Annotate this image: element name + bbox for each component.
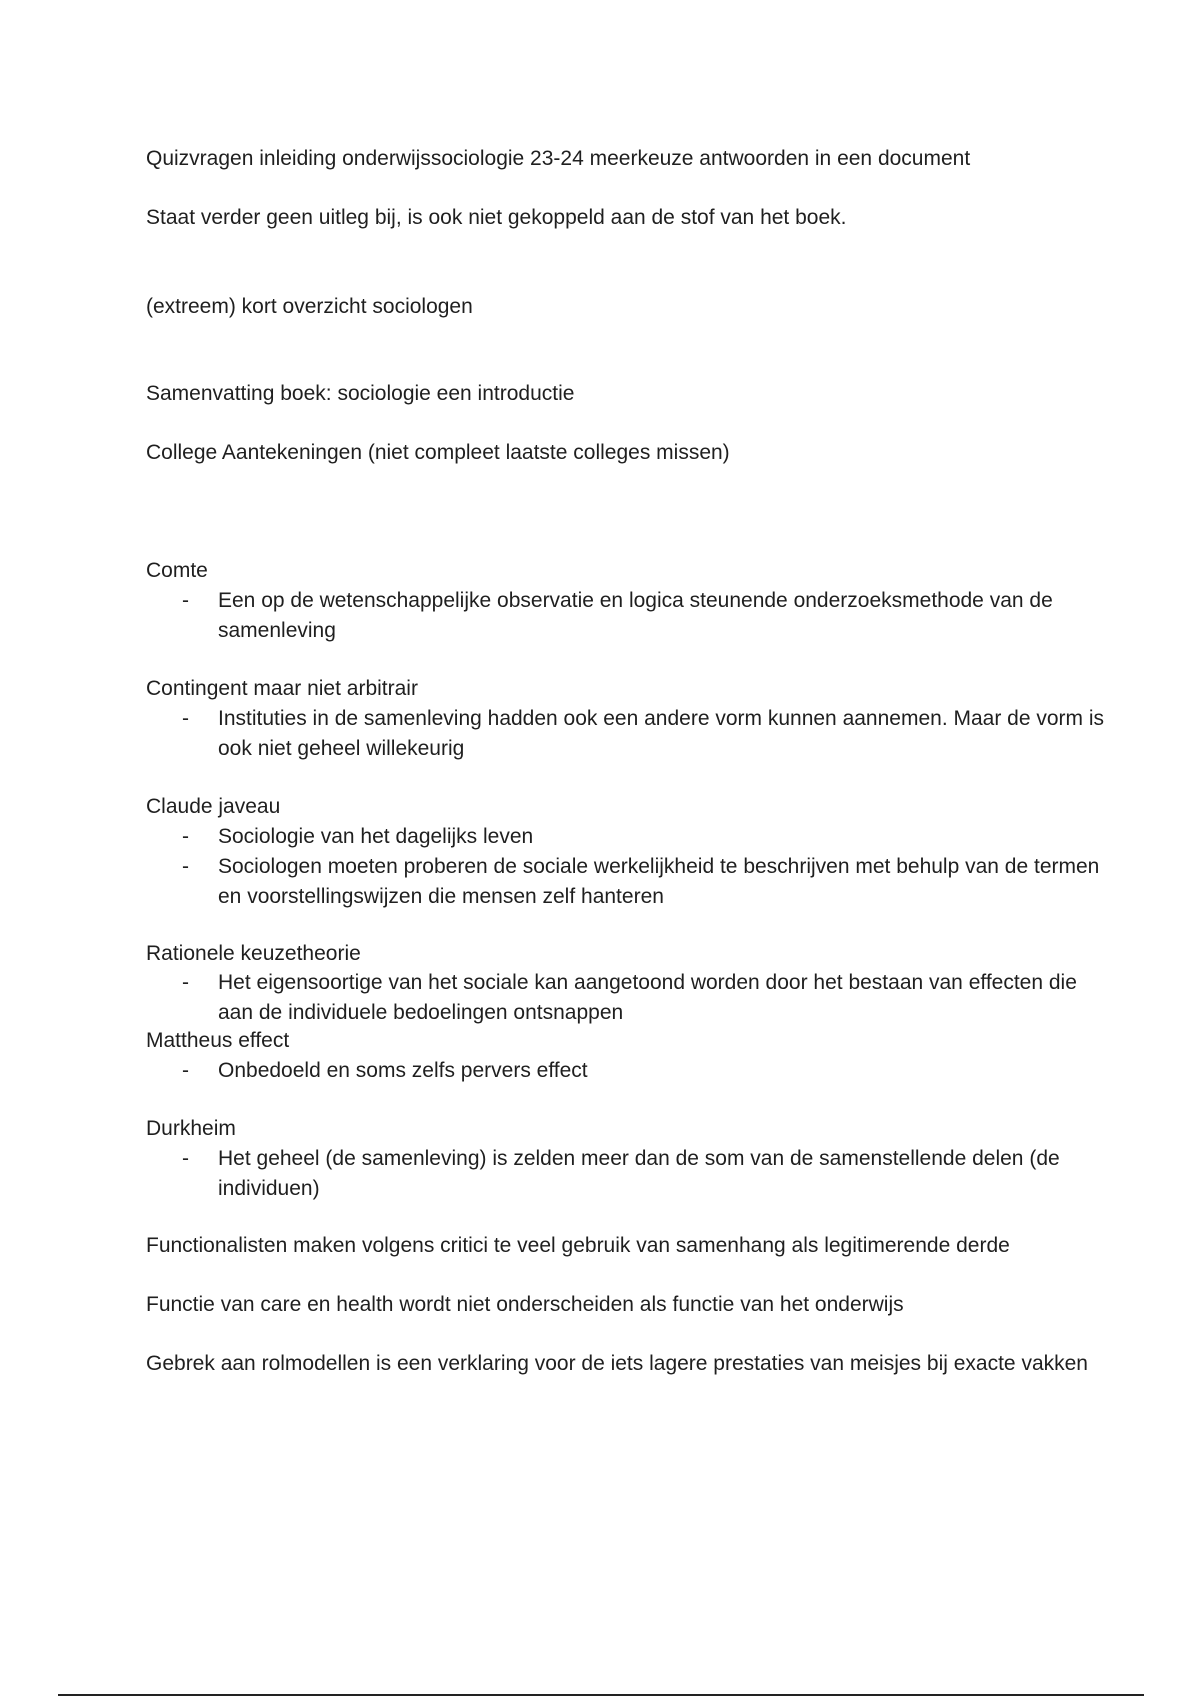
lecture-notes-line: College Aantekeningen (niet compleet laatste colleges missen) bbox=[146, 441, 730, 464]
bullet-dash: - bbox=[182, 825, 189, 848]
section-title-javeau: Claude javeau bbox=[146, 795, 281, 818]
bullet-item bbox=[146, 822, 1106, 852]
bullet-dash: - bbox=[182, 855, 189, 878]
bullet-item bbox=[146, 852, 1106, 912]
section-title-comte: Comte bbox=[146, 559, 208, 582]
bullet-item bbox=[146, 968, 1106, 1028]
section-title-rational-choice: Rationele keuzetheorie bbox=[146, 942, 361, 965]
closing-line-care-health: Functie van care en health wordt niet onderscheiden als functie van het onderwijs bbox=[146, 1293, 904, 1316]
summary-link-line: Samenvatting boek: sociologie een introductie bbox=[146, 382, 575, 405]
section-title-mattheus: Mattheus effect bbox=[146, 1029, 290, 1052]
closing-line-role-models: Gebrek aan rolmodellen is een verklaring voor de iets lagere prestaties van meisjes bij exacte vakken bbox=[146, 1352, 1088, 1375]
bullet-text: Sociologen moeten proberen de sociale werkelijkheid te beschrijven met behulp van de termen en voorstellingswijzen die mensen zelf hanteren bbox=[218, 855, 1100, 908]
bullet-text: Sociologie van het dagelijks leven bbox=[218, 825, 534, 848]
bullet-item bbox=[146, 586, 1106, 646]
bullet-dash: - bbox=[182, 589, 189, 612]
bullet-text: Het geheel (de samenleving) is zelden meer dan de som van de samenstellende delen (de individuen) bbox=[218, 1147, 1060, 1200]
section-bullets-mattheus bbox=[146, 1056, 1106, 1086]
intro-title-line: Quizvragen inleiding onderwijssociologie 23-24 meerkeuze antwoorden in een document bbox=[146, 147, 971, 170]
bullet-dash: - bbox=[182, 707, 189, 730]
section-bullets-comte bbox=[146, 586, 1106, 646]
bullet-text: Het eigensoortige van het sociale kan aangetoond worden door het bestaan van effecten die aan de individuele bedoelingen ontsnappen bbox=[218, 971, 1077, 1024]
bullet-dash: - bbox=[182, 971, 189, 994]
section-bullets-contingent bbox=[146, 704, 1106, 764]
bullet-item bbox=[146, 1144, 1106, 1204]
bullet-text: Een op de wetenschappelijke observatie en logica steunende onderzoeksmethode van de samenleving bbox=[218, 589, 1053, 642]
section-bullets-rational-choice bbox=[146, 968, 1106, 1028]
section-bullets-durkheim bbox=[146, 1144, 1106, 1204]
section-title-durkheim: Durkheim bbox=[146, 1117, 236, 1140]
bullet-item bbox=[146, 704, 1106, 764]
overview-link-line: (extreem) kort overzicht sociologen bbox=[146, 295, 473, 318]
bullet-item bbox=[146, 1056, 1106, 1086]
bullet-dash: - bbox=[182, 1059, 189, 1082]
closing-line-functionalists: Functionalisten maken volgens critici te veel gebruik van samenhang als legitimerende derde bbox=[146, 1234, 1010, 1257]
intro-note-line: Staat verder geen uitleg bij, is ook niet gekoppeld aan de stof van het boek. bbox=[146, 206, 847, 229]
footer-divider bbox=[58, 1694, 1144, 1696]
bullet-text: Onbedoeld en soms zelfs pervers effect bbox=[218, 1059, 588, 1082]
bullet-text: Instituties in de samenleving hadden ook een andere vorm kunnen aannemen. Maar de vorm is ook niet geheel willekeurig bbox=[218, 707, 1105, 760]
section-bullets-javeau bbox=[146, 822, 1106, 912]
bullet-dash: - bbox=[182, 1147, 189, 1170]
section-title-contingent: Contingent maar niet arbitrair bbox=[146, 677, 418, 700]
